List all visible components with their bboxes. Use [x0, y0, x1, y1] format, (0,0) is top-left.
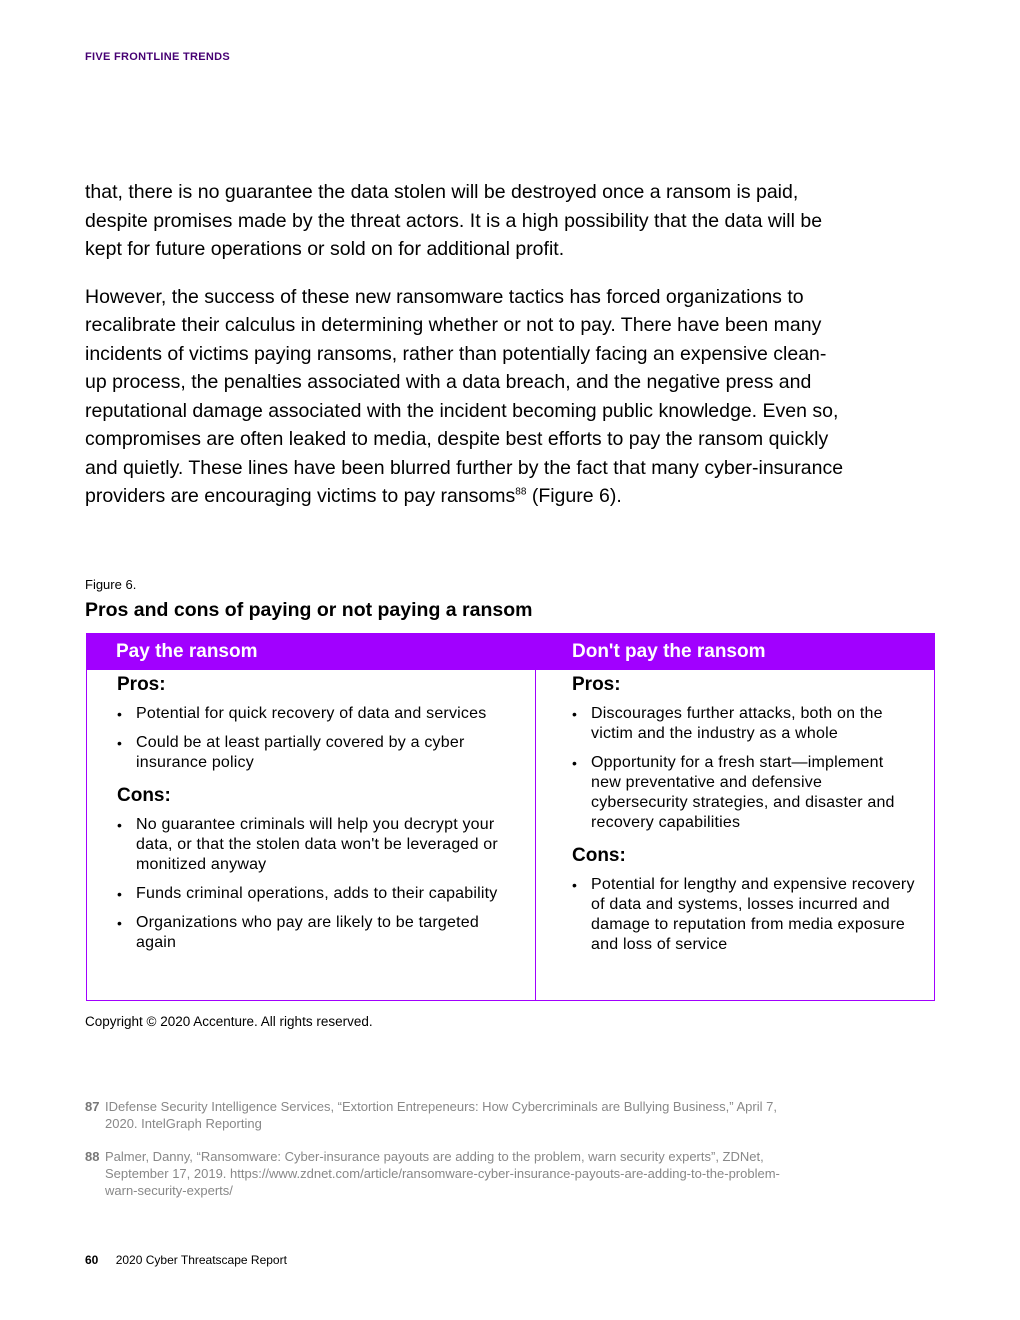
paragraph-2-tail: (Figure 6).	[526, 485, 622, 507]
header-pay-ransom: Pay the ransom	[87, 634, 536, 670]
list-item: • Opportunity for a fresh start—implement new preventative and defensive cybersecurity strategies, and disaster and recovery capabilities	[572, 753, 917, 833]
paragraph-2	[85, 283, 845, 511]
footnote-number: 88	[85, 1149, 100, 1164]
section-label: FIVE FRONTLINE TRENDS	[85, 51, 231, 63]
page-number: 60	[85, 1253, 99, 1267]
header-dont-pay-ransom: Don't pay the ransom	[572, 641, 766, 662]
column-divider	[535, 634, 536, 1000]
body-text	[85, 178, 845, 530]
footnote-87	[85, 1098, 805, 1132]
pay-pros-list	[117, 704, 517, 773]
copyright-notice: Copyright © 2020 Accenture. All rights reserved.	[85, 1014, 373, 1029]
dont-pay-pros-list	[572, 704, 917, 833]
figure-label: Figure 6.	[85, 577, 137, 592]
footnote-text[interactable]: Palmer, Danny, “Ransomware: Cyber-insurance payouts are adding to the problem, warn security experts”, ZDNet, September 17, 2019. https://www.zdnet.com/article/ransomware-cyber-insurance-payouts-are-adding-to-the-problem-warn-security-experts/	[105, 1149, 780, 1198]
pay-cons-list	[117, 815, 517, 953]
list-item: • Potential for quick recovery of data and services	[117, 704, 517, 724]
dont-pay-ransom-column	[572, 674, 917, 967]
paragraph-1: that, there is no guarantee the data stolen will be destroyed once a ransom is paid, despite promises made by the threat actors. It is a high possibility that the data will be kept for future operations or sold on for additional profit.	[85, 181, 823, 260]
dont-pay-cons-heading: Cons:	[572, 845, 626, 866]
pay-cons-heading: Cons:	[117, 785, 171, 806]
footnote-ref-88[interactable]: 88	[515, 486, 527, 498]
table-header	[87, 634, 934, 670]
list-item: • Funds criminal operations, adds to their capability	[117, 884, 517, 904]
list-item: • No guarantee criminals will help you decrypt your data, or that the stolen data won't be leveraged or monitized anyway	[117, 815, 517, 875]
pay-ransom-column	[117, 674, 517, 965]
list-item: • Could be at least partially covered by a cyber insurance policy	[117, 733, 517, 773]
footnote-text: IDefense Security Intelligence Services, “Extortion Entrepeneurs: How Cybercriminals are Bullying Business,” April 7, 2020. IntelGraph Reporting	[105, 1099, 777, 1131]
footnote-88	[85, 1148, 805, 1199]
report-title: 2020 Cyber Threatscape Report	[115, 1253, 287, 1267]
footnote-number: 87	[85, 1099, 100, 1114]
list-item: • Organizations who pay are likely to be targeted again	[117, 913, 517, 953]
pay-pros-heading: Pros:	[117, 674, 166, 695]
page-footer	[85, 1253, 287, 1267]
dont-pay-cons-list	[572, 875, 917, 955]
figure-title: Pros and cons of paying or not paying a ransom	[85, 599, 533, 621]
dont-pay-pros-heading: Pros:	[572, 674, 621, 695]
paragraph-2-main: However, the success of these new ransomware tactics has forced organizations to recalibrate their calculus in determining whether or not to pay. There have been many incidents of victims paying ransoms, rather than potentially facing an expensive clean-up process, the penalties associated with a data breach, and the negative press and reputational damage associated with the incident becoming public knowledge. Even so, compromises are often leaked to media, despite best efforts to pay the ransom quickly and quietly. These lines have been blurred further by the fact that many cyber-insurance providers are encouraging victims to pay ransoms	[85, 285, 844, 507]
list-item: • Discourages further attacks, both on the victim and the industry as a whole	[572, 704, 917, 744]
list-item: • Potential for lengthy and expensive recovery of data and systems, losses incurred and damage to reputation from media exposure and loss of service	[572, 875, 917, 955]
pros-cons-table	[86, 633, 935, 1001]
